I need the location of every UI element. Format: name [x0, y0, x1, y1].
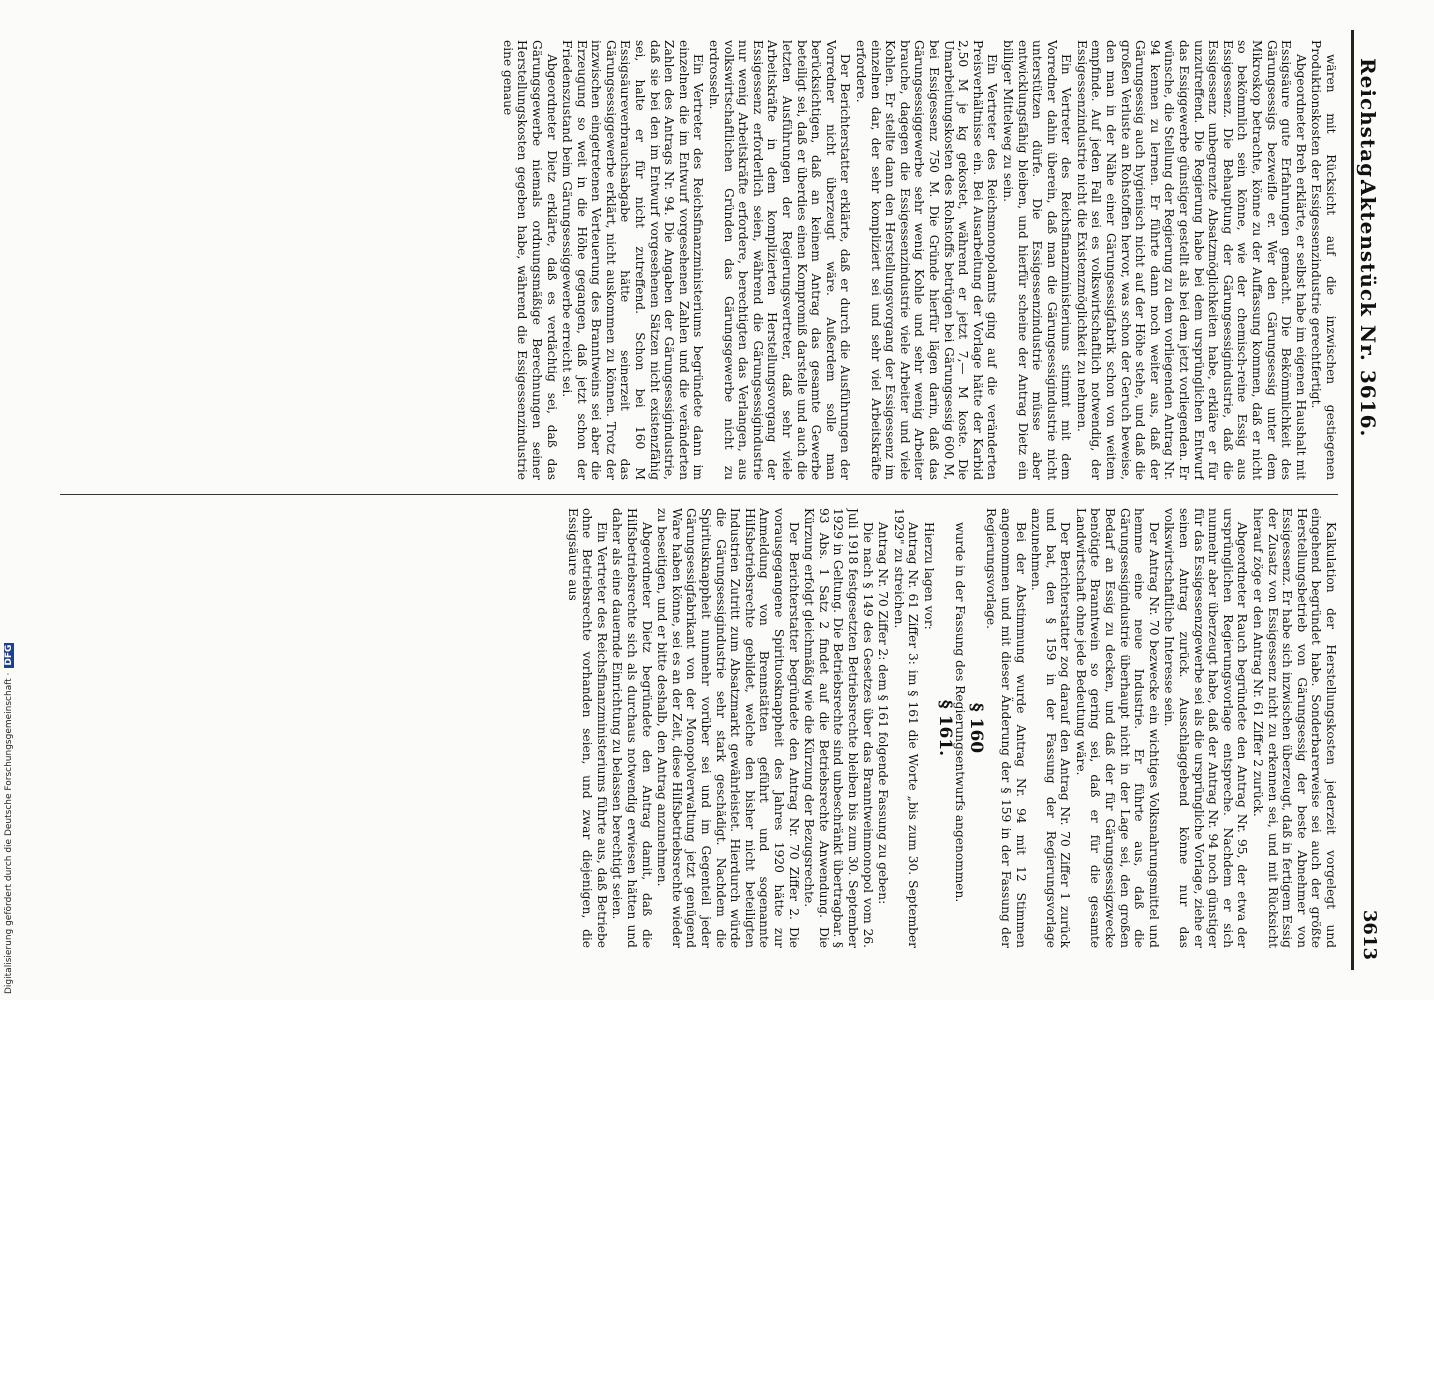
paragraph: Kalkulation der Herstellungskosten jederzeit vorgelegt und eingehend begründet habe. Sonderbarerweise sei auch der größte Herstellungsbetrieb von Gärungsessig der beste Abnehmer von Essigessenz. Er habe sich inzwischen überzeugt, daß in fertigem Essig der Zusatz von Essigessenz nicht zu erkennen sei, und mit Rücksicht hierauf zöge er den Antrag Nr. 61 Ziffer 2 zurück. [1251, 508, 1338, 948]
paragraph: Antrag Nr. 61 Ziffer 3: im § 161 die Worte „bis zum 30. September 1929" zu streichen. [891, 508, 921, 948]
column-divider [60, 494, 1338, 495]
paragraph: Antrag Nr. 70 Ziffer 2: dem § 161 folgende Fassung zu geben: [876, 522, 891, 905]
paragraph: Abgeordneter Dietz erklärte, daß es verdächtig sei, daß das Gärungsgewerbe niemals ordnungsmäßige Berechnungen seiner Herstellungskosten gegeben habe, während die Essigessenzindustrie eine genaue [500, 40, 559, 480]
credit-text: Digitalisierung gefördert durch die Deutsche Forschungsgemeinschaft · [4, 672, 14, 994]
paragraph: Ein Vertreter des Reichsfinanzministeriums führte aus, daß Betriebe ohne Betriebsrechte vorhanden seien, und zwar diejenigen, die Essigsäure aus [565, 508, 609, 948]
paragraph: Bei der Abstimmung wurde Antrag Nr. 94 mit 12 Stimmen angenommen und mit dieser Änderung der § 159 in der Fassung der Regierungsvorlage. [984, 508, 1028, 948]
credit-strip [4, 644, 18, 1394]
section-heading-161: § 161. [934, 699, 955, 757]
dfg-logo: DFG [4, 644, 14, 666]
chamber-title: Reichstag. [1356, 58, 1380, 187]
section-heading-160: § 160 [965, 702, 986, 754]
right-column [40, 508, 1338, 948]
paragraph: Ein Vertreter des Reichsfinanzministeriums begründete dann im einzelnen die im Entwurf vorgesehenen Zahlen und die veränderten Zahlen des Antrags Nr. 94. Die Angaben der Gärungsessigindustrie, daß sie bei den im Entwurf vorgesehenen Sätzen nicht existenzfähig sei, halte er für nicht zutreffend. Schon bei 160 M Essigsäureverbrauchsabgabe hätte seinerzeit das Gärungsessiggewerbe erklärt, nicht auskommen zu können. Trotz der inzwischen eingetretenen Verteuerung des Branntweins sei aber die Erzeugung so weit in die Höhe gegangen, daß jetzt schon der Friedenszustand beim Gärungsessiggewerbe erreicht sei. [560, 40, 706, 480]
paragraph: Die nach § 149 des Gesetzes über das Branntweinmonopol vom 26. Juli 1918 festgesetzten Betriebsrechte bleiben bis zum 30. September 1929 in Geltung. Die Betriebsrechte sind unbeschränkt übertragbar. § 93 Abs. 1 Satz 2 findet auf die Betriebsrechte Anwendung. Die Kürzung erfolgt gleichmäßig wie die Kürzung der Bezugsrechte. [802, 508, 875, 948]
paragraph: Abgeordneter Dietz begründete den Antrag damit, daß die Hilfsbetriebsrechte sich als durchaus notwendig erwiesen hätten und daher als eine dauernde Einrichtung zu belassen berechtigt seien. [610, 508, 654, 948]
paragraph: wurde in der Fassung des Regierungsentwurfs angenommen. [953, 522, 968, 903]
paragraph: Der Berichterstatter begründete den Antrag Nr. 70 Ziffer 2. Die vorausgegangene Spirituosknappheit des Jahres 1920 hätte zur Anmeldung von Brennstätten geführt und sogenannte Hilfsbetriebsrechte gebildet, welche den bisher nicht beteiligten Industrien Zutritt zum Absatzmarkt gewährleistet. Hierdurch würde die Gärungsessigindustrie sehr stark geschädigt. Nachdem die Spiritusknappheit nunmehr vorüber sei und im Gegenteil jeder Gärungsessigfabrikant von der Monopolverwaltung jetzt genügend Ware haben könne, sei es an der Zeit, diese Hilfsbetriebsrechte wieder zu beseitigen, und er bitte deshalb, den Antrag anzunehmen. [655, 508, 801, 948]
paragraph: Ein Vertreter des Reichsmonopolamts ging auf die veränderten Preisverhältnisse ein. Bei Ausarbeitung der Vorlage hätte der Karbid 2,50 M je kg gekostet, während er jetzt 7,— M koste. Die Umarbeitungskosten des Rohstoffs betrügen bei Gärungsessig 600 M, bei Essigessenz 750 M. Die Gründe hierfür lägen darin, daß das Gärungsessiggewerbe sehr wenig Kohle und sehr wenig Arbeiter brauche, dagegen die Essigessenzindustrie viele Arbeiter und viele Kohlen. Er stellte dann den Herstellungsvorgang der Essigessenz im einzelnen dar, der sehr kompliziert sei und sehr viel Arbeitskräfte erfordere. [854, 40, 1000, 480]
paragraph: wären mit Rücksicht auf die inzwischen gestiegenen Produktionskosten der Essigessenzindustrie gerechtfertigt. [1309, 40, 1338, 480]
paragraph: Abgeordneter Breh erklärte, er selbst habe im eigenen Haushalt mit Essigsäure gute Erfahrungen gemacht. Die Bekömmlichkeit des Gärungsessigs bezweifle er. Wer den Gärungsessig unter dem Mikroskop betrachte, könne zu der Auffassung kommen, daß er nicht so bekömmlich sein könne, wie der chemisch-reine Essig aus Essigessenz. Die Behauptung der Gärungsessigindustrie, daß die Essigessenz unbegrenzte Absatzmöglichkeiten habe, erkläre er für unzutreffend. Die Regierung habe bei dem ursprünglichen Entwurf das Essiggewerbe günstiger gestellt als bei dem jetzt vorliegenden. Er wünsche, die Stellung der Regierung zu dem vorliegenden Antrag Nr. 94 kennen zu lernen. Er führte dann noch weiter aus, daß der Gärungsessig auch hygienisch nicht auf der Höhe stehe, und daß die großen Verluste an Rohstoffen hervor, was schon der Geruch beweise, den man in der Nähe einer Gärungsessigfabrik schon von weitem empfinde. Auf jeden Fall sei es volkswirtschaftlich notwendig, der Essigessenzindustrie nicht die Existenzmöglichkeit zu nehmen. [1074, 40, 1308, 480]
paragraph: Der Berichterstatter zog darauf den Antrag Nr. 70 Ziffer 1 zurück und bat, den § 159 in der Fassung der Regierungsvorlage anzunehmen. [1029, 508, 1073, 948]
paragraph: Der Berichterstatter erklärte, daß er durch die Ausführungen der Vorredner nicht überzeugt wäre. Außerdem solle man berücksichtigen, daß an keinem Antrag das gesamte Gewerbe beteiligt sei, daß er überdies einen Kompromiß darstelle und auch die letzten Ausführungen der Regierungsvertreter, daß sehr viele Arbeitskräfte in dem komplizierten Herstellungsvorgang der Essigessenz erforderlich seien, während die Gärungsessigindustrie nur wenig Arbeitskräfte erfordere, berechtigten das Verlangen, aus volkswirtschaftlichen Gründen das Gärungsgewerbe nicht zu erdrosseln. [707, 40, 853, 480]
paragraph: Der Antrag Nr. 70 bezwecke ein wichtiges Volksnahrungsmittel und hemme eine neue Industrie. Er führte aus, daß die Gärungsessigindustrie überhaupt nicht in der Lage sei, den großen Bedarf an Essig zu decken, und daß der für Gärungsessigzwecke benötigte Branntwein so gering sei, daß er für die gesamte Landwirtschaft ohne jede Bedeutung wäre. [1073, 508, 1161, 948]
paragraph: Ein Vertreter des Reichsfinanzministeriums stimmt mit dem Vorredner dahin überein, daß man die Gärungsessigindustrie nicht unterstützen dürfe. Die Essigessenzindustrie müsse aber entwicklungsfähig bleiben, und hierfür scheine der Antrag Dietz ein billiger Mittelweg zu sein. [1000, 40, 1074, 480]
paragraph: Abgeordneter Rauch begründete den Antrag Nr. 95, der etwa der ursprünglichen Regierungsvorlage entspreche. Nachdem er sich nunmehr aber überzeugt habe, daß der Antrag Nr. 94 noch günstiger für das Essigessenzgewerbe sei als die ursprüngliche Vorlage, ziehe er seinen Antrag zurück. Ausschlaggebend könne nur das volkswirtschaftliche Interesse sein. [1162, 508, 1250, 948]
page-header [1351, 30, 1382, 970]
left-column [40, 40, 1338, 480]
document-number: Aktenstück Nr. 3616. [1356, 180, 1380, 438]
paragraph: Hierzu lagen vor: [921, 522, 936, 630]
page-number: 3613 [1359, 909, 1380, 960]
